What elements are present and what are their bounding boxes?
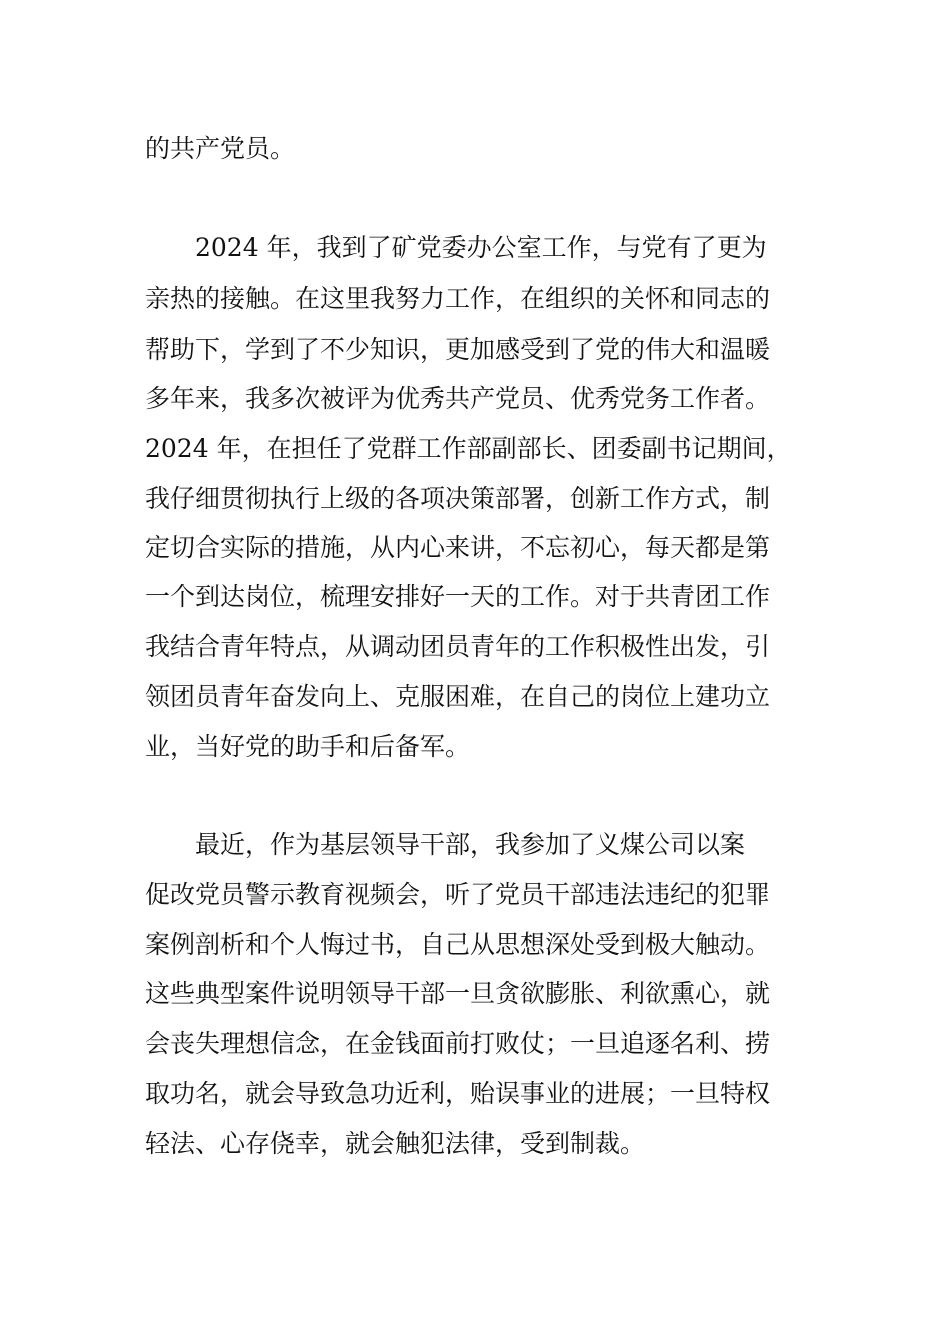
text-line: 帮助下，学到了不少知识，更加感受到了党的伟大和温暖 [145,335,771,364]
text-line: 这些典型案件说明领导干部一旦贪欲膨胀、利欲熏心，就 [145,979,771,1008]
text-line: 我结合青年特点，从调动团员青年的工作积极性出发，引 [145,632,771,661]
text-line: 我仔细贯彻执行上级的各项决策部署，创新工作方式，制 [145,484,771,513]
text-line: 一个到达岗位，梳理安排好一天的工作。对于共青团工作 [145,582,771,611]
text-line: 轻法、心存侥幸，就会触犯法律，受到制裁。 [145,1129,646,1158]
text-line: 取功名，就会导致急功近利，贻误事业的进展；一旦特权 [145,1079,771,1108]
text-line: 促改党员警示教育视频会，听了党员干部违法违纪的犯罪 [145,880,771,909]
text-line: 定切合实际的措施，从内心来讲，不忘初心，每天都是第 [145,533,771,562]
text-line: 亲热的接触。在这里我努力工作，在组织的关怀和同志的 [145,284,771,313]
text-line: 案例剖析和个人悔过书，自己从思想深处受到极大触动。 [145,930,771,959]
text-line: 2024 年，我到了矿党委办公室工作，与党有了更为 [145,233,767,262]
text-line: 多年来，我多次被评为优秀共产党员、优秀党务工作者。 [145,384,771,413]
text-line: 的共产党员。 [145,134,296,163]
text-line: 领团员青年奋发向上、克服困难，在自己的岗位上建功立 [145,682,771,711]
text-line: 会丧失理想信念，在金钱面前打败仗；一旦追逐名利、捞 [145,1029,771,1058]
text-line: 2024 年，在担任了党群工作部副部长、团委副书记期间， [145,434,792,463]
text-line: 最近，作为基层领导干部，我参加了义煤公司以案 [145,830,746,859]
text-line: 业，当好党的助手和后备军。 [145,732,471,761]
